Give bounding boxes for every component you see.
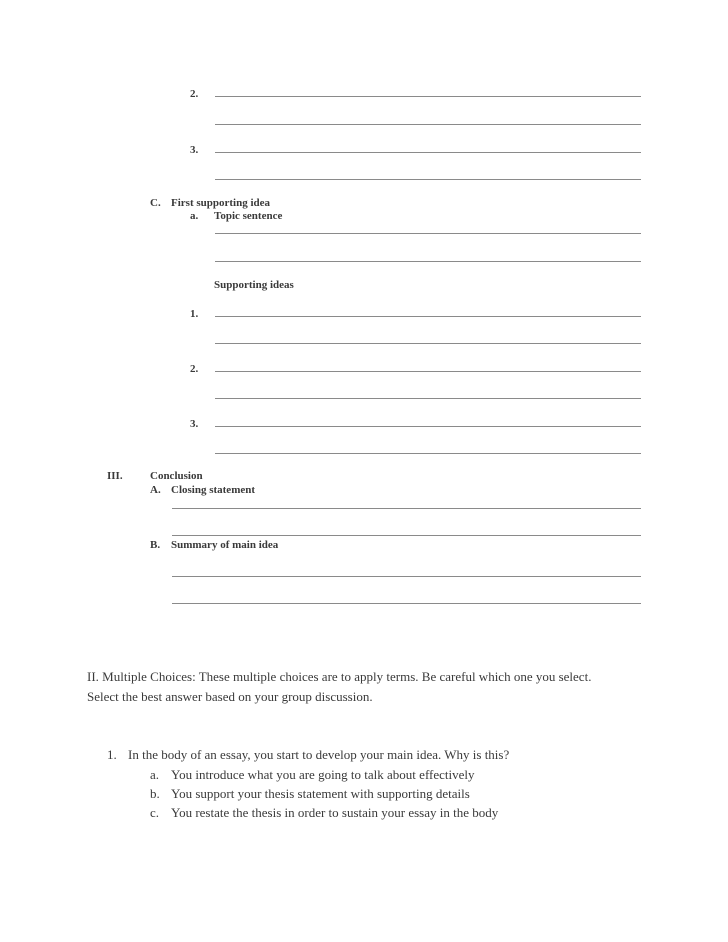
option-label: a. [150,767,160,782]
item-number-1: 1. [190,308,199,320]
option-label: b. [150,786,160,801]
answer-line[interactable] [215,124,641,125]
section-c-title: First supporting idea [171,197,271,209]
option-text[interactable]: You introduce what you are going to talk about effectively [171,767,475,782]
item-number-3: 3. [190,418,199,430]
answer-line[interactable] [215,343,641,344]
answer-line[interactable] [215,179,641,180]
option-text[interactable]: You restate the thesis in order to sustain your essay in the body [171,805,499,820]
section-iii-title: Conclusion [150,470,203,482]
answer-line[interactable] [172,535,641,536]
answer-line[interactable] [215,316,641,317]
answer-line[interactable] [172,508,641,509]
answer-line[interactable] [215,371,641,372]
question-number: 1. [107,747,117,762]
answer-line[interactable] [215,96,641,97]
closing-statement-title: Closing statement [171,484,256,496]
part2-intro-line1: II. Multiple Choices: These multiple choices are to apply terms. Be careful which one you select. [87,669,592,684]
section-iii-numeral: III. [107,470,123,482]
part2-intro-line2: Select the best answer based on your group discussion. [87,689,373,704]
supporting-ideas-heading: Supporting ideas [214,279,294,291]
answer-line[interactable] [172,576,641,577]
option-text[interactable]: You support your thesis statement with supporting details [171,786,470,801]
section-c-label: C. [150,197,161,209]
summary-label: B. [150,539,161,551]
item-number-2: 2. [190,88,199,100]
answer-line[interactable] [215,261,641,262]
item-number-3: 3. [190,144,199,156]
answer-line[interactable] [215,453,641,454]
answer-line[interactable] [172,603,641,604]
answer-line[interactable] [215,233,641,234]
question-text: In the body of an essay, you start to develop your main idea. Why is this? [128,747,510,762]
closing-statement-label: A. [150,484,161,496]
answer-line[interactable] [215,398,641,399]
answer-line[interactable] [215,152,641,153]
summary-title: Summary of main idea [171,539,279,551]
item-number-2: 2. [190,363,199,375]
topic-sentence-label: a. [190,210,199,222]
answer-line[interactable] [215,426,641,427]
topic-sentence-title: Topic sentence [214,210,283,222]
option-label: c. [150,805,160,820]
